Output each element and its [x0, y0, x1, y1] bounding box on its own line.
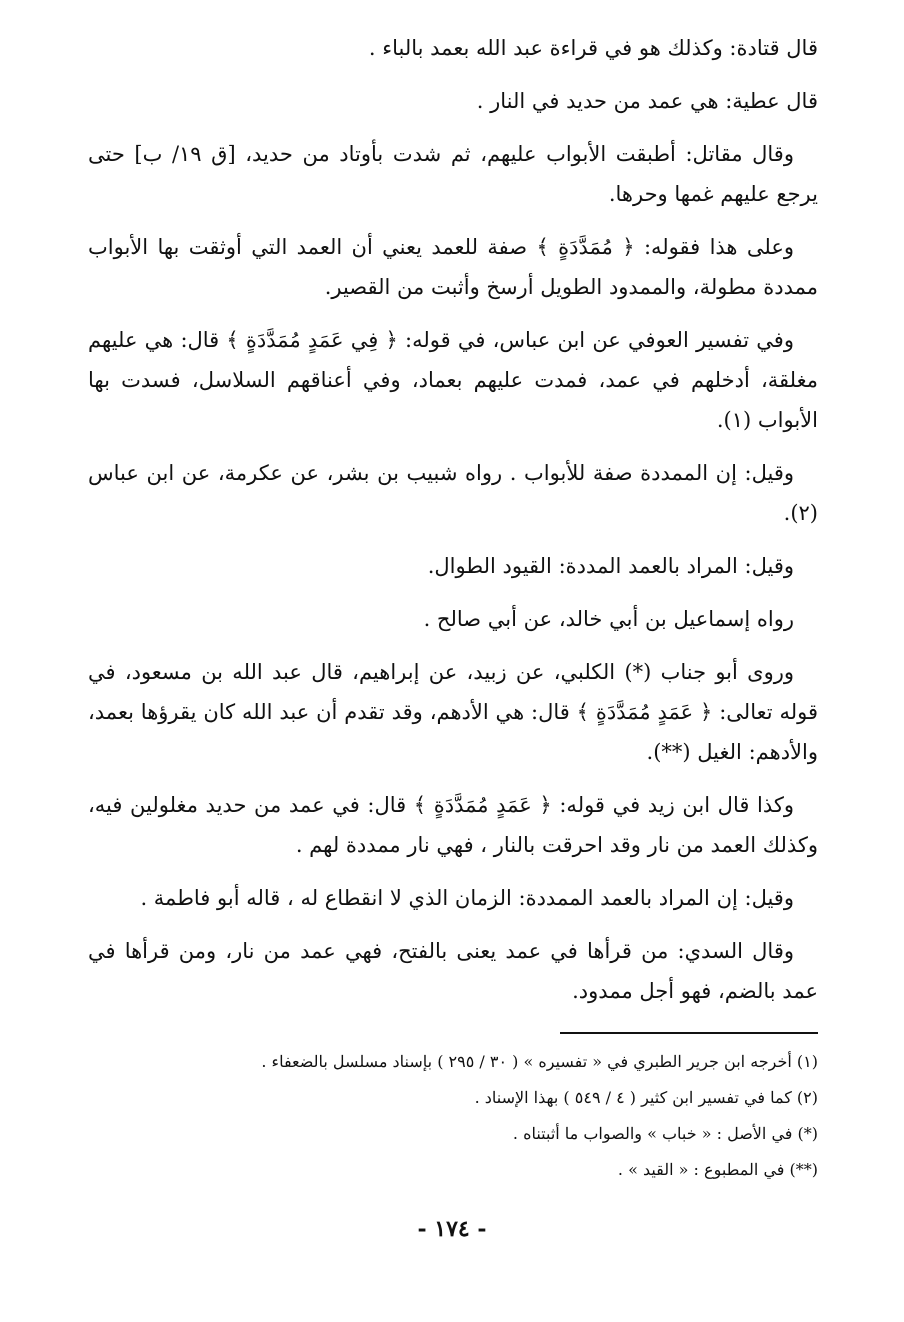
paragraph-long-fetters: وقيل: المراد بالعمد المددة: القيود الطوال. — [427, 554, 794, 578]
main-text — [88, 28, 818, 1024]
paragraph-ismail: رواه إسماعيل بن أبي خالد، عن أبي صالح . — [423, 607, 794, 631]
footnote-divider — [560, 1032, 818, 1034]
footnote-1: (١) أخرجه ابن جرير الطبري في « تفسيره » ( ٣٠ / ٢٩٥ ) بإسناد مسلسل بالضعفاء . — [261, 1052, 818, 1071]
paragraph-ibn-masud: وروى أبو جناب (*) الكلبي، عن زبيد، عن إبراهيم، قال عبد الله بن مسعود، في قوله تعالى: ﴿ عَمَدٍ مُمَدَّدَةٍ ﴾ قال: هي الأدهم، وقد تقدم أن عبد الله كان يقرؤها بعمد، والأدهم: الغيل (**). — [88, 660, 818, 764]
paragraph-awfi-tafsir: وفي تفسير العوفي عن ابن عباس، في قوله: ﴿ فِي عَمَدٍ مُمَدَّدَةٍ ﴾ قال: هي عليهم مغلقة، أدخلهم في عمد، فمدت عليهم بعماد، وفي أعناقهم السلاسل، فسدت بها الأبواب (١). — [88, 328, 818, 432]
footnote-double-star: (**) في المطبوع : « القيد » . — [617, 1160, 818, 1179]
paragraph-qatada: قال قتادة: وكذلك هو في قراءة عبد الله بعمد بالباء . — [368, 36, 818, 60]
footnote-star: (*) في الأصل : « خباب » والصواب ما أثبتناه . — [512, 1124, 818, 1143]
footnote-2: (٢) كما في تفسير ابن كثير ( ٤ / ٥٤٩ ) بهذا الإسناد . — [474, 1088, 818, 1107]
paragraph-suddi: وقال السدي: من قرأها في عمد يعنى بالفتح، فهي عمد من نار، ومن قرأها في عمد بالضم، فهو أجل ممدود. — [88, 939, 818, 1003]
paragraph-atiyya: قال عطية: هي عمد من حديد في النار . — [476, 89, 818, 113]
paragraph-ibn-zayd: وكذا قال ابن زيد في قوله: ﴿ عَمَدٍ مُمَدَّدَةٍ ﴾ قال: في عمد من حديد مغلولين فيه، وكذلك العمد من نار وقد احرقت بالنار ، فهي نار ممددة لهم . — [88, 793, 818, 857]
paragraph-muqatil: وقال مقاتل: أطبقت الأبواب عليهم، ثم شدت بأوتاد من حديد، [ق ١٩/ ب] حتى يرجع عليهم غمها وحرها. — [88, 142, 818, 206]
paragraph-mumaddada-meaning: وعلى هذا فقوله: ﴿ مُمَدَّدَةٍ ﴾ صفة للعمد يعني أن العمد التي أوثقت بها الأبواب ممددة مطولة، والممدود الطويل أرسخ وأثبت من القصير. — [88, 235, 818, 299]
footnotes — [88, 1044, 818, 1188]
paragraph-ikrima: وقيل: إن الممددة صفة للأبواب . رواه شبيب بن بشر، عن عكرمة، عن ابن عباس (٢). — [88, 461, 818, 525]
page-number: - ١٧٤ - — [417, 1216, 487, 1242]
paragraph-abu-fatima: وقيل: إن المراد بالعمد الممددة: الزمان الذي لا انقطاع له ، قاله أبو فاطمة . — [140, 886, 794, 910]
